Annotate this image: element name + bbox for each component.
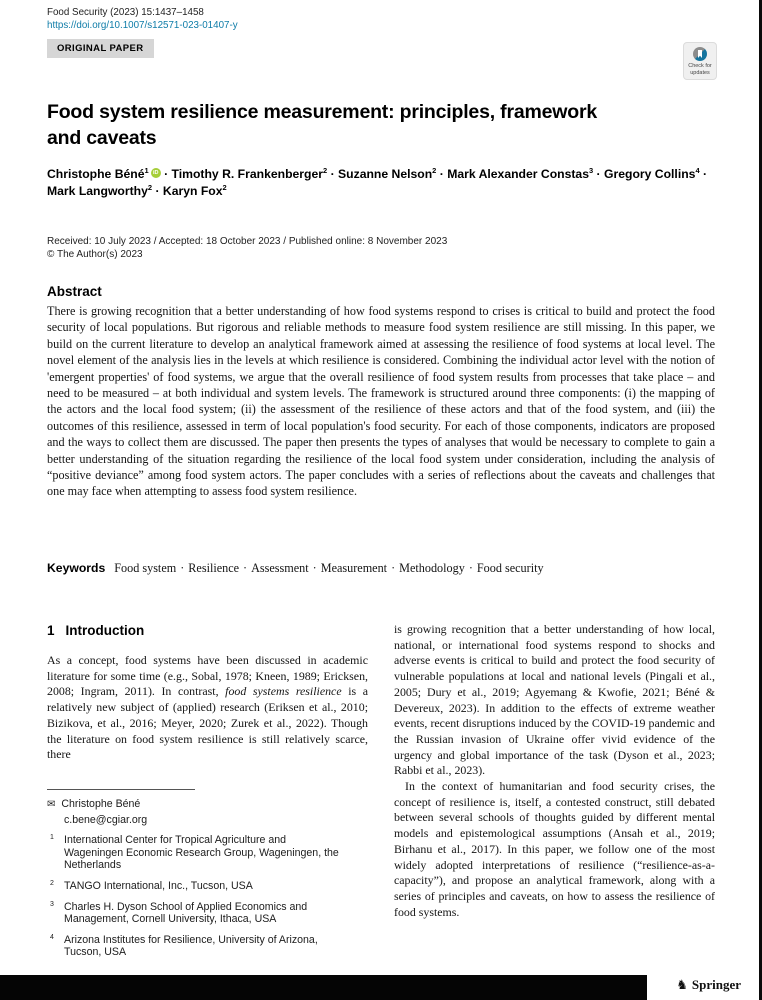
affiliation-text: TANGO International, Inc., Tucson, USA — [64, 879, 253, 892]
check-updates-label-line1: Check for — [688, 63, 712, 69]
author-name: Mark Alexander Constas — [447, 167, 589, 181]
author-name: Mark Langworthy — [47, 183, 148, 198]
citation-link[interactable]: 2023 — [687, 747, 712, 762]
author-separator: · — [327, 167, 339, 181]
author-separator: · — [699, 167, 708, 181]
keyword-separator: · — [391, 561, 396, 575]
keyword: Food security — [476, 561, 544, 575]
affiliation-number: 2 — [50, 879, 54, 887]
citation-link[interactable]: 2017 — [471, 841, 496, 856]
springer-knight-icon: ♞ — [676, 977, 688, 992]
text-segment: ; Zurek et al., — [223, 715, 296, 730]
section-title: Introduction — [65, 623, 145, 638]
article-title: Food system resilience measurement: principles, framework and caveats — [47, 101, 597, 149]
affiliation-text: Arizona Institutes for Resilience, University of Arizona, Tucson, USA — [64, 933, 318, 959]
text-segment: is a relatively new subject of (applied) research (Eriksen et al., — [47, 684, 369, 715]
citation-link[interactable]: 2023 — [454, 763, 479, 778]
doi-link[interactable]: https://doi.org/10.1007/s12571-023-01407-y — [47, 19, 238, 31]
author-separator: · — [152, 183, 163, 198]
keyword-separator: · — [312, 561, 317, 575]
citation-link[interactable]: 1978 — [224, 668, 249, 683]
text-segment: ; Rabbi et al., — [394, 747, 715, 778]
abstract-text: There is growing recognition that a better understanding of how food systems respond to crises is critical to build and protect the food security of local populations. But rigorous and reliable methods to measure food system resilience are still missing. In this paper, we build on the current literature to develop an analytical framework aimed at assessing the resilience of food systems at local level. The novel element of the analysis lies in the levels at which resilience is considered. Combining the individual actor level with the notion of 'emergent properties' of food systems, we argue that the overall resilience of food system results from processes that take place – and need to be measured – at both individual and system levels. The framework is structured around three components: (i) the mapping of the actors and the local food system; (ii) the assessment of the resilience of these actors and that of the food system, and (iii) the outcomes of this resilience, assessed in term of local population's food security. For each of those components, indicators are proposed and the ways to collect them are discussed. The paper then presents the types of analyses that would be necessary to complete to gain a better understanding of the situation regarding the resilience of the local food system under consideration, including the analysis of “positive deviance” among food system actors. The paper concludes with a series of reflections about the caveats and challenges that one may face when attempting to assess food system resilience. — [47, 304, 715, 499]
footnote-divider — [47, 789, 195, 790]
abstract-heading: Abstract — [47, 284, 102, 299]
author-superscript: 3 — [588, 166, 594, 175]
section-heading-introduction — [47, 623, 368, 638]
intro-paragraph-right-2 — [394, 779, 715, 920]
author-superscript: 1 — [144, 166, 149, 175]
text-segment: ). Though the literature on food system resilience is still relatively scarce, there — [47, 715, 368, 762]
keyword: Measurement — [320, 561, 388, 575]
intro-paragraph-right-1 — [394, 622, 715, 779]
text-segment: ). In addition to the effects of extreme weather events, recent disruptions induced by the COVID-19 pandemic and the Russian invasion of Ukraine offer vivid evidence of the urgency and global importance of the task (Dyson et al., — [394, 700, 715, 762]
intro-paragraph-left — [47, 653, 368, 763]
text-segment: ; Ericksen, — [316, 668, 368, 683]
citation-link[interactable]: 2011 — [124, 684, 148, 699]
affiliation-item — [47, 880, 347, 893]
crossmark-icon — [693, 47, 707, 61]
publisher-name: Springer — [691, 977, 741, 992]
section-number: 1 — [47, 623, 55, 638]
email-icon: ✉ — [47, 799, 56, 810]
affiliation-number: 1 — [50, 834, 54, 842]
article-type-badge: ORIGINAL PAPER — [47, 39, 154, 58]
affiliation-number: 3 — [50, 900, 54, 908]
citation-link[interactable]: 2005 — [394, 684, 418, 699]
affiliation-text: Charles H. Dyson School of Applied Economics and Management, Cornell University, Ithaca, USA — [64, 900, 308, 926]
citation-link[interactable]: 2021 — [642, 684, 667, 699]
orcid-icon[interactable]: iD — [151, 168, 161, 178]
citation-link[interactable]: 2020 — [199, 715, 224, 730]
keyword-separator: · — [468, 561, 473, 575]
citation-link[interactable]: 2022 — [295, 715, 320, 730]
publication-dates: Received: 10 July 2023 / Accepted: 18 October 2023 / Published online: 8 November 2023 — [47, 236, 448, 247]
text-segment: ; Ingram, — [70, 684, 125, 699]
keyword: Methodology — [399, 561, 465, 575]
author-name: Suzanne Nelson — [338, 167, 433, 181]
text-segment: As a concept, food systems have been discussed in academic literature for some time (e.g., Sobal, — [47, 653, 368, 683]
keywords-line — [47, 561, 715, 576]
author-superscript: 2 — [147, 182, 153, 192]
affiliation-item — [47, 934, 347, 959]
check-for-updates-badge[interactable] — [683, 42, 717, 80]
author-superscript: 2 — [323, 166, 328, 175]
copyright-notice: © The Author(s) 2023 — [47, 249, 143, 260]
citation-link[interactable]: 2019 — [492, 684, 517, 699]
text-segment: ). — [478, 763, 486, 778]
check-updates-label — [686, 63, 714, 76]
affiliation-item — [47, 901, 347, 926]
author-superscript: 4 — [695, 166, 700, 175]
text-segment: ; Birhanu et al., — [394, 826, 715, 856]
citation-link[interactable]: 2016 — [129, 715, 154, 730]
text-segment: ; Kneen, — [248, 668, 293, 683]
citation-link[interactable]: 2010 — [340, 700, 365, 715]
text-segment: ). In this paper, we follow one of the most widely adopted interpretations of resilience (“resilience-as-a-capacity”), and propose an analytical framework, along with a series of principles and caveats, on how to assess the resilience of food systems. — [394, 841, 715, 919]
author-name: Christophe Béné — [47, 167, 145, 181]
keywords-label: Keywords — [47, 561, 106, 575]
text-segment: ). In contrast, — [147, 684, 226, 699]
text-segment: In the context of humanitarian and food security crises, the concept of resilience is, itself, a contested construct, still debated between several schools of thoughts guided by different mental models and epistemological assumptions (Ansah et al., — [394, 779, 715, 841]
citation-link[interactable]: 2008 — [47, 684, 71, 699]
keyword-separator: · — [180, 561, 185, 575]
author-name: Gregory Collins — [604, 167, 696, 181]
text-segment: ; Dury et al., — [417, 684, 493, 699]
affiliation-item — [47, 834, 347, 872]
citation-link[interactable]: 1989 — [292, 668, 317, 683]
affiliation-number: 4 — [50, 933, 54, 941]
text-segment: ; Agyemang & Kwofie, — [516, 684, 643, 699]
authors-line — [47, 167, 715, 200]
author-superscript: 2 — [432, 166, 437, 175]
page-header — [47, 7, 238, 32]
text-segment: ; Béné & Devereux, — [394, 684, 715, 715]
author-separator: · — [160, 167, 172, 181]
keyword: Assessment — [251, 561, 309, 575]
keyword-separator: · — [243, 561, 248, 575]
check-updates-label-line2: updates — [690, 69, 710, 76]
author-name: Karyn Fox — [162, 183, 223, 198]
author-separator: · — [593, 167, 604, 181]
text-segment: ; Meyer, — [153, 715, 200, 730]
citation-link[interactable]: 2019 — [687, 826, 712, 841]
right-column — [394, 622, 715, 920]
corresponding-author-email[interactable]: c.bene@cgiar.org — [64, 813, 148, 826]
italic-text: food systems resilience — [225, 684, 342, 699]
corresponding-author-name: Christophe Béné — [61, 798, 141, 810]
keyword: Food system — [114, 561, 177, 575]
correspondence — [47, 798, 347, 812]
author-superscript: 2 — [222, 182, 227, 192]
author-separator: · — [436, 167, 448, 181]
journal-reference: Food Security (2023) 15:1437–1458 — [47, 7, 204, 18]
citation-link[interactable]: 2023 — [448, 700, 473, 715]
text-segment: is growing recognition that a better understanding of how local, national, or international food systems respond to shocks and adverse events is critical to build and protect the food security of vulnerable populations at local and national levels (Pingali et al., — [394, 622, 715, 684]
affiliation-text: International Center for Tropical Agriculture and Wageningen Economic Research Group, Wageningen, the Netherlands — [64, 834, 339, 872]
publisher-logo — [647, 970, 759, 1000]
author-name: Timothy R. Frankenberger — [171, 167, 324, 181]
keyword: Resilience — [188, 561, 240, 575]
footnotes-block — [47, 789, 347, 959]
text-segment: ; Bizikova, et al., — [47, 700, 368, 730]
